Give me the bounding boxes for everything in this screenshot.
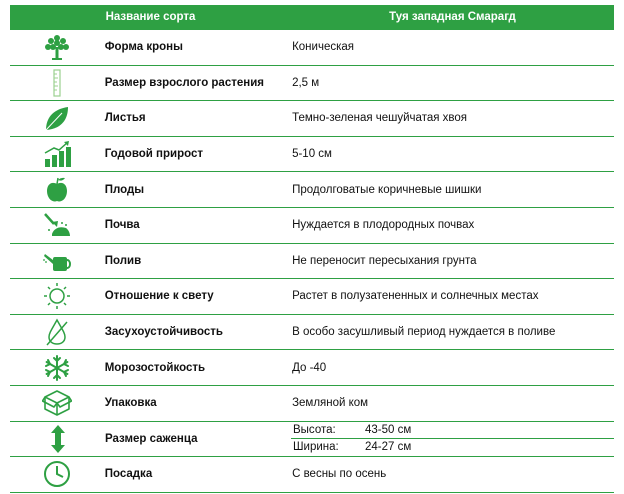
table-header bbox=[10, 5, 614, 30]
growth-chart-icon bbox=[10, 137, 105, 172]
table-row bbox=[10, 101, 614, 137]
ruler-icon bbox=[10, 66, 105, 101]
apple-icon bbox=[10, 172, 105, 207]
row-value: В особо засушливый период нуждается в поливе bbox=[292, 326, 556, 339]
watering-can-icon bbox=[10, 244, 105, 279]
width-subrow bbox=[291, 439, 614, 455]
row-value: Нуждается в плодородных почвах bbox=[292, 219, 475, 232]
clock-icon bbox=[10, 457, 105, 492]
table-row bbox=[10, 30, 614, 66]
row-label: Размер саженца bbox=[105, 432, 198, 445]
row-label: Упаковка bbox=[104, 397, 157, 410]
row-value: До -40 bbox=[292, 361, 327, 374]
table-row bbox=[10, 422, 614, 458]
leaf-icon bbox=[10, 101, 105, 136]
width-value: 24-27 см bbox=[365, 441, 412, 454]
sapling-size-values bbox=[291, 422, 614, 457]
row-label: Листья bbox=[104, 112, 146, 125]
row-value: Продолговатые коричневые шишки bbox=[292, 183, 482, 196]
height-label: Высота: bbox=[293, 424, 336, 437]
height-value: 43-50 см bbox=[365, 424, 412, 437]
row-value: Не переносит пересыхания грунта bbox=[292, 254, 477, 267]
tree-icon bbox=[10, 30, 105, 65]
row-value: Растет в полузатененных и солнечных местах bbox=[292, 290, 539, 303]
no-water-drop-icon bbox=[10, 315, 105, 350]
table-row bbox=[10, 315, 614, 351]
table-row bbox=[10, 279, 614, 315]
table-row bbox=[10, 350, 614, 386]
row-label: Засухоустойчивость bbox=[104, 326, 223, 339]
table-row bbox=[10, 244, 614, 280]
characteristics-table bbox=[10, 5, 614, 493]
header-variety-label: Название сорта bbox=[105, 11, 196, 23]
header-variety-name: Туя западная Смарагд bbox=[389, 11, 516, 23]
row-label: Отношение к свету bbox=[104, 290, 214, 303]
sun-icon bbox=[10, 279, 105, 314]
row-value: С весны по осень bbox=[292, 468, 387, 481]
vertical-arrows-icon bbox=[10, 422, 105, 457]
table-row bbox=[10, 457, 614, 493]
box-icon bbox=[10, 386, 105, 421]
row-label: Годовой прирост bbox=[104, 148, 204, 161]
table-row bbox=[10, 172, 614, 208]
row-value: 2,5 м bbox=[292, 76, 320, 89]
shovel-soil-icon bbox=[10, 208, 105, 243]
row-label: Почва bbox=[104, 219, 140, 232]
row-value: Коническая bbox=[292, 41, 354, 54]
table-row bbox=[10, 137, 614, 173]
table-row bbox=[10, 66, 614, 102]
row-value: Темно-зеленая чешуйчатая хвоя bbox=[292, 112, 467, 125]
row-label: Плоды bbox=[104, 183, 145, 196]
row-label: Размер взрослого растения bbox=[104, 76, 264, 89]
row-label: Морозостойкость bbox=[104, 361, 206, 374]
table-row bbox=[10, 208, 614, 244]
row-value: 5-10 см bbox=[292, 148, 332, 161]
width-label: Ширина: bbox=[293, 441, 339, 454]
height-subrow bbox=[291, 422, 614, 439]
row-label: Полив bbox=[104, 254, 142, 267]
snowflake-icon bbox=[10, 350, 105, 385]
row-label: Посадка bbox=[104, 468, 153, 481]
row-value: Земляной ком bbox=[292, 397, 369, 410]
table-row bbox=[10, 386, 614, 422]
row-label: Форма кроны bbox=[104, 41, 183, 54]
